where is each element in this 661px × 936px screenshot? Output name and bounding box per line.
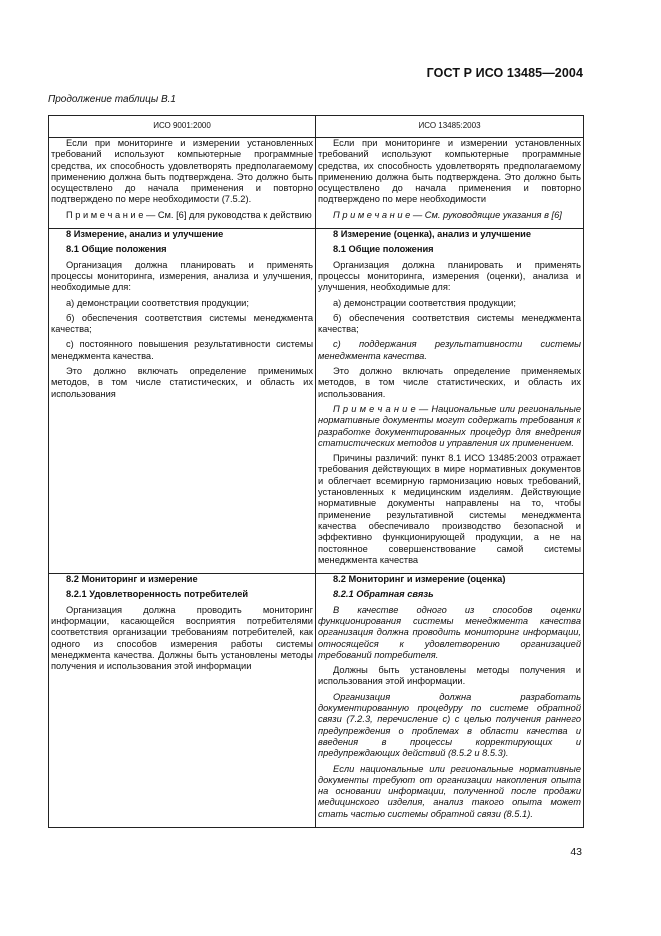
paragraph: Это должно включать определение применимых методов, в том числе статистических, и область их использования [51, 366, 313, 399]
paragraph: б) обеспечения соответствия системы менеджмента качества; [51, 312, 313, 335]
cell-iso13485 [316, 574, 584, 828]
cell-iso9001 [49, 229, 316, 574]
paragraph: с) постоянного повышения результативности системы менеджмента качества. [51, 339, 313, 361]
paragraph: 8.2 Мониторинг и измерение (оценка) [333, 574, 506, 585]
table-row [49, 229, 584, 574]
paragraph: Если при мониторинге и измерении установленных требований используют компьютерные программные средства, их способность удовлетворять предполагаемому применению должна быть подтверждена. Это должно быть осуществлено до начала применения и повторно подтверждено по мере необходимости [318, 138, 581, 205]
paragraph: П р и м е ч а н и е — См. [6] для руководства к действию [66, 209, 312, 220]
comparison-table [48, 115, 584, 828]
cell-iso13485 [316, 229, 584, 574]
paragraph: Организация должна разработать документированную процедуру по системе обратной связи (7.2.3, перечисление с) с целью получения раннего предупреждения о проблемах в области качества и введения в процессы корректирующих и предупреждающих действий (8.5.2 и 8.5.3). [318, 691, 581, 759]
paragraph: а) демонстрации соответствия продукции; [333, 297, 516, 308]
paragraph: с) поддержания результативности системы менеджмента качества. [318, 339, 581, 361]
paragraph: Если при мониторинге и измерении установленных требований используют компьютерные программные средства, их способность удовлетворять предполагаемому применению должна быть подтверждена. Это должно быть осуществлено до начала применения и повторно подтверждено по мере необходимости (7.5.2). [51, 138, 313, 205]
paragraph: П р и м е ч а н и е — Национальные или региональные нормативные документы могут содержать требования к разработке документированных процедур для внедрения статистических методов и управления их применением. [318, 403, 581, 448]
page-number: 43 [570, 846, 582, 858]
paragraph: 8.1 Общие положения [66, 244, 167, 255]
paragraph: 8.2.1 Обратная связь [333, 589, 434, 600]
table-header-row [49, 116, 584, 138]
paragraph: 8.2 Мониторинг и измерение [66, 574, 198, 585]
table-caption: Продолжение таблицы В.1 [48, 94, 176, 105]
paragraph: 8 Измерение, анализ и улучшение [66, 229, 224, 240]
paragraph: Должны быть установлены методы получения и использования этой информации. [318, 665, 581, 687]
paragraph: Организация должна проводить мониторинг информации, касающейся восприятия потребителями соответствия организации требованиям потребителей, как одного из способов измерения работы системы менеджмента качества. Должны быть установлены методы получения и использования этой информации [51, 604, 313, 672]
paragraph: Причины различий: пункт 8.1 ИСО 13485:2003 отражает требования действующих в мире нормативных документов и облегчает всемирную гармонизацию новых требований, установленных к медицинским изделиям. Действующие нормативные документы направлены на то, чтобы применение результативной системы менеджмента качества обеспечивало производство безопасной и эффективно функционирующей продукции, а не на постоянное совершенствование самой системы менеджмента качества [318, 453, 581, 565]
paragraph: В качестве одного из способов оценки функционирования системы менеджмента качества организация должна проводить мониторинг информации, относящейся к удовлетворению организацией требований потребителя. [318, 604, 581, 660]
paragraph: Организация должна планировать и применять процессы мониторинга, измерения (оценки), анализа и улучшения, необходимые для: [318, 259, 581, 293]
paragraph: а) демонстрации соответствия продукции; [66, 297, 249, 308]
table-row [49, 574, 584, 828]
paragraph: Организация должна планировать и применять процессы мониторинга, измерения, анализа и улучшения, необходимые для: [51, 259, 313, 293]
paragraph: 8.1 Общие положения [333, 244, 434, 255]
paragraph: Это должно включать определение применяемых методов, в том числе статистических, и область их использования. [318, 366, 581, 399]
paragraph: 8.2.1 Удовлетворенность потребителей [66, 589, 249, 600]
column-header-iso9001: ИСО 9001:2000 [49, 116, 316, 138]
paragraph: П р и м е ч а н и е — См. руководящие указания в [6] [333, 209, 562, 220]
paragraph: 8 Измерение (оценка), анализ и улучшение [333, 229, 532, 240]
paragraph: б) обеспечения соответствия системы менеджмента качества; [318, 312, 581, 335]
cell-iso9001 [49, 138, 316, 229]
cell-iso13485 [316, 138, 584, 229]
table-row [49, 138, 584, 229]
paragraph: Если национальные или региональные нормативные документы требуют от организации накопления опыта на основании информации, полученной после продажи медицинского изделия, анализ такого опыта может стать частью системы обратной связи (8.5.1). [318, 763, 581, 819]
column-header-iso13485: ИСО 13485:2003 [316, 116, 584, 138]
cell-iso9001 [49, 574, 316, 828]
standard-designation: ГОСТ Р ИСО 13485—2004 [426, 66, 583, 80]
